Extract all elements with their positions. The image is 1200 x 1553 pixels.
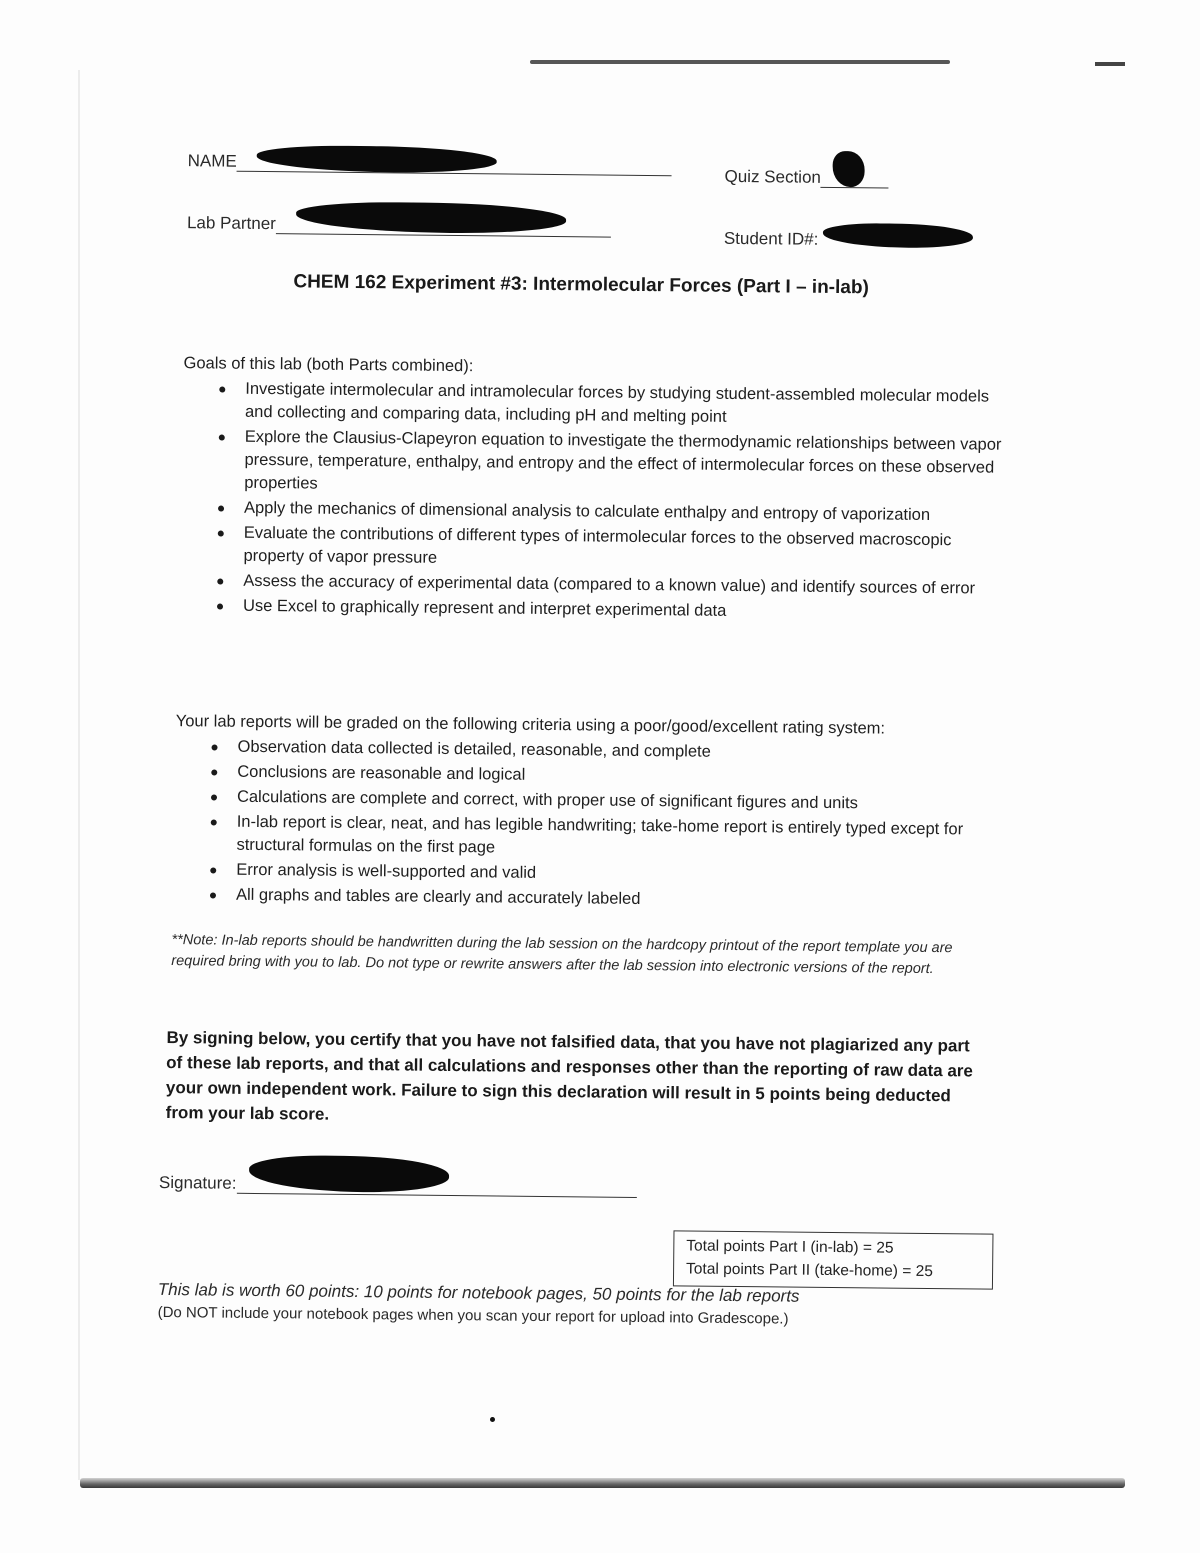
goals-section [181,352,1014,628]
criteria-section [174,710,1006,917]
points-part2: Total points Part II (take-home) = 25 [686,1260,934,1281]
list-item: Use Excel to graphically represent and interpret experimental data [243,595,1011,626]
criteria-list [174,735,1006,915]
scan-artifact-left-edge [78,70,80,1480]
name-line [237,151,672,177]
list-item: Conclusions are reasonable and logical [237,761,1005,792]
student-id-field [724,228,969,252]
quiz-section-label: Quiz Section [724,166,822,187]
student-id-line [818,229,968,252]
lab-partner-line [276,213,611,238]
list-item: In-lab report is clear, neat, and has legible handwriting; take-home report is entirely typed except for structural formulas on the first page [236,811,1004,865]
list-item: Explore the Clausius-Clapeyron equation to investigate the thermodynamic relationships between vapor pressure, temperature, enthalpy, and entropy and the effect of intermolecular forces on these observed properties [244,426,1013,503]
page-title: CHEM 162 Experiment #3: Intermolecular Forces (Part I – in-lab) [293,271,869,299]
name-label: NAME [187,151,237,171]
list-item: Apply the mechanics of dimensional analysis to calculate enthalpy and entropy of vaporization [244,497,1012,528]
list-item: Evaluate the contributions of different types of intermolecular forces to the observed macroscopic property of vapor pressure [243,522,1011,576]
lab-worth: This lab is worth 60 points: 10 points for notebook pages, 50 points for the lab reports [157,1279,800,1306]
quiz-section-line [821,167,889,189]
list-item: Investigate intermolecular and intramolecular forces by studying student-assembled molecular models and collecting and comparing data, including pH and melting point [245,378,1013,432]
name-field [188,150,672,176]
scan-note: (Do NOT include your notebook pages when you scan your report for upload into Gradescope.) [157,1303,789,1328]
list-item: Calculations are complete and correct, with proper use of significant figures and units [237,786,1005,817]
points-part1: Total points Part I (in-lab) = 25 [686,1237,894,1257]
goals-list [181,377,1013,626]
certification-statement: By signing below, you certify that you have not falsified data, that you have not plagiarized any part of these lab reports, and that all calculations and responses other than the reporting of raw data are your own independent work. Failure to sign this declaration will result in 5 points being deducted from your lab score. [165,1028,974,1124]
points-box [673,1230,994,1289]
signature-field [159,1172,637,1198]
list-item: All graphs and tables are clearly and accurately labeled [236,884,1004,915]
list-item: Error analysis is well-supported and valid [236,859,1004,890]
lab-partner-label: Lab Partner [186,213,276,234]
handwritten-note: **Note: In-lab reports should be handwritten during the lab session on the hardcopy printout of the report template you are required bring with you to lab. Do not type or rewrite answers after the lab session into electronic versions of the report. [171,932,953,978]
scan-artifact-top [530,60,950,64]
student-id-redaction [822,223,972,249]
goals-heading: Goals of this lab (both Parts combined): [183,354,474,376]
signature-redaction [248,1155,448,1193]
name-redaction [257,145,497,174]
list-item: Observation data collected is detailed, reasonable, and complete [237,736,1005,767]
signature-line [236,1173,636,1198]
student-id-label: Student ID#: [723,228,819,249]
quiz-section-field [724,166,889,189]
scan-artifact-bottom [80,1478,1125,1488]
signature-label: Signature: [158,1172,237,1193]
criteria-heading: Your lab reports will be graded on the following criteria using a poor/good/excellent rating system: [175,712,886,738]
scan-artifact-top-right [1095,62,1125,66]
stray-dot [490,1417,495,1422]
lab-partner-redaction [296,201,566,234]
lab-partner-field [187,212,611,237]
document-content [157,130,1020,1328]
list-item: Assess the accuracy of experimental data (compared to a known value) and identify sources of error [243,570,1011,601]
quiz-section-redaction [833,151,865,187]
